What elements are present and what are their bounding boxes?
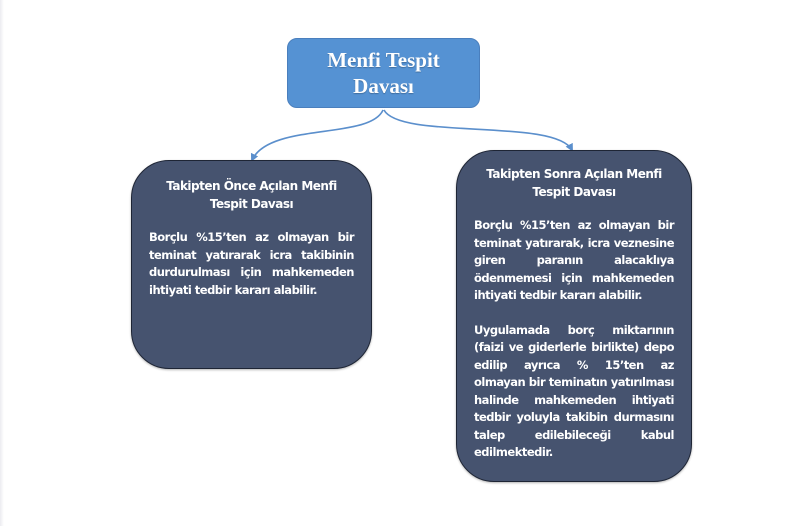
node-takipten-sonra: [456, 150, 692, 482]
node-title: Takipten Sonra Açılan Menfi Tespit Davası: [486, 167, 662, 199]
node-body-text: Borçlu %15’ten az olmayan bir teminat yatırarak icra takibinin durdurulması için mahkemeden ihtiyati tedbir kararı alabilir.: [149, 230, 354, 297]
node-body-text: Borçlu %15’ten az olmayan bir teminat yatırarak, icra veznesine giren paranın alacaklıya ödenmemesi için mahkemeden ihtiyati tedbir kararı alabilir.: [474, 218, 674, 302]
connector-left-arrow: [252, 110, 383, 160]
node-title: Takipten Önce Açılan Menfi Tespit Davası: [166, 179, 337, 211]
root-node-label: Menfi Tespit Davası: [327, 48, 440, 98]
root-node-menfi-tespit-davasi: [287, 38, 480, 108]
connector-right-arrow: [384, 110, 572, 150]
node-takipten-once: [131, 160, 372, 369]
node-body-text-practice: Uygulamada borç miktarının (faizi ve giderlerle birlikte) depo edilip ayrıca % 15’ten az olmayan bir teminatın yatırılması halinde mahkemeden ihtiyati tedbir yoluyla takibin durmasını talep edilebileceği kabul edilmektedir.: [474, 322, 674, 459]
